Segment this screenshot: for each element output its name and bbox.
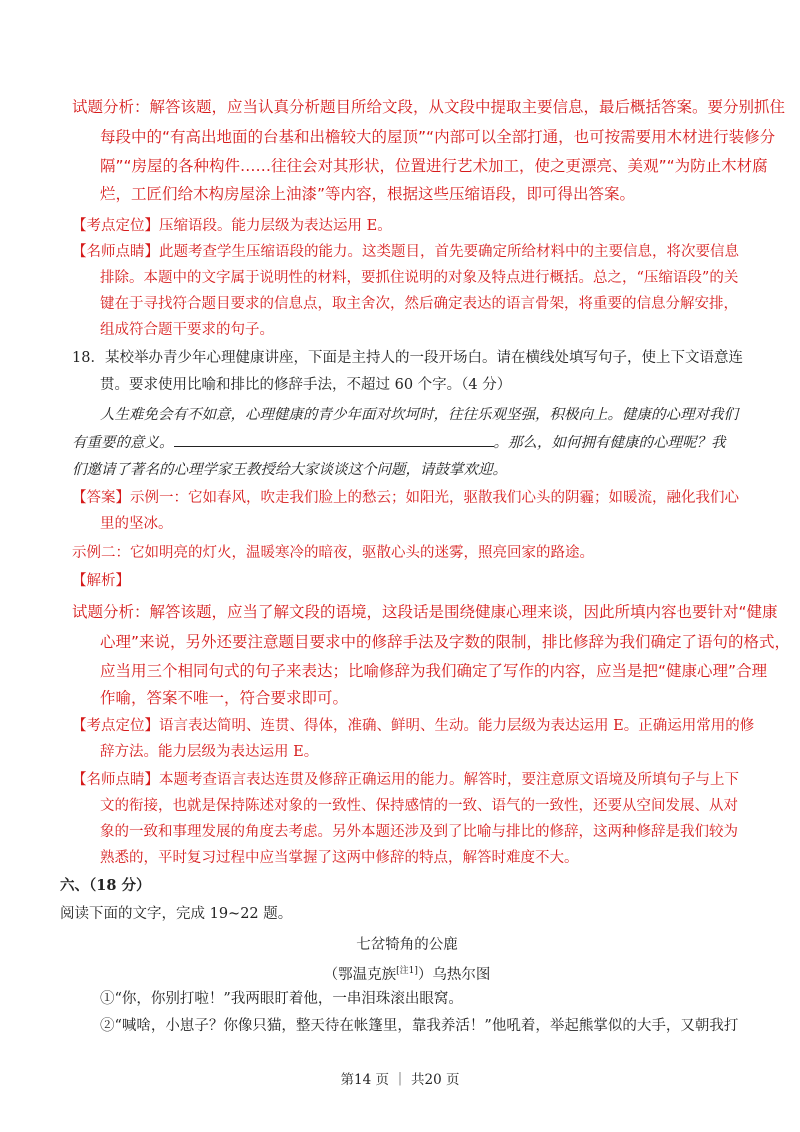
article-paragraph-2: ②“喊啥，小崽子？你像只猫，整天待在帐篷里，靠我养活！”他吼着，举起熊掌似的大手，又朝我打 (100, 1018, 739, 1034)
passage-text: 有重要的意义。 (72, 435, 174, 451)
answer-18-line: 里的坚冰。 (100, 516, 173, 532)
passage-line: 人生难免会有不如意，心理健康的青少年面对坎坷时，往往乐观坚强，积极向上。健康的心理对我们 (100, 407, 738, 423)
passage-text: 。那么，如何拥有健康的心理呢？我 (493, 435, 726, 451)
author-note: [注1] (396, 966, 418, 976)
answer-blank (174, 432, 494, 447)
mingshi-18-line: 文的衔接，也就是保持陈述对象的一致性、保持感情的一致、语气的一致性，还要从空间发展、从对 (100, 798, 738, 814)
page-footer: 第14 页 ｜ 共20 页 (340, 1072, 460, 1088)
analysis-line: 试题分析：解答该题，应当认真分析题目所给文段，从文段中提取主要信息，最后概括答案。要分别抓住 (72, 98, 786, 116)
mingshi-17-line: 组成符合题干要求的句子。 (100, 322, 274, 338)
analysis-18-line: 试题分析：解答该题，应当了解文段的语境，这段话是围绕健康心理来谈，因此所填内容也要针对“健康 (72, 603, 778, 621)
analysis-line: 隔”“房屋的各种构件……往往会对其形状，位置进行艺术加工，使之更漂亮、美观”“为防止木材腐 (100, 157, 768, 175)
passage-line-with-blank (72, 432, 742, 453)
analysis-block-17 (72, 97, 786, 117)
analysis-18-line: 作喻，答案不唯一，符合要求即可。 (100, 689, 349, 707)
answer-18-line: 【答案】示例一：它如春风，吹走我们脸上的愁云；如阳光，驱散我们心头的阴霾；如暖流，融化我们心 (72, 490, 739, 506)
author-text: ）乌热尔图 (417, 966, 491, 983)
answer-18-example2: 示例二：它如明亮的灯火，温暖寒冷的暗夜，驱散心头的迷雾，照亮回家的路途。 (72, 545, 594, 561)
question-18-stem: 贯。要求使用比喻和排比的修辞手法，不超过 60 个字。（4 分） (100, 377, 512, 393)
mingshi-18-line: 【名师点睛】本题考查语言表达连贯及修辞正确运用的能力。解答时，要注意原文语境及所填句子与上下 (72, 772, 739, 788)
mingshi-17-line: 键在于寻找符合题目要求的信息点，取主舍次，然后确定表达的语言骨架，将重要的信息分解安排， (100, 296, 738, 312)
section-6-instruction: 阅读下面的文字，完成 19~22 题。 (60, 906, 293, 922)
mingshi-17-line: 排除。本题中的文字属于说明性的材料，要抓住说明的对象及特点进行概括。总之，“压缩语段”的关 (100, 270, 739, 286)
analysis-18-line: 应当用三个相同句式的句子来表达；比喻修辞为我们确定了写作的内容，应当是把“健康心理”合理 (100, 662, 768, 680)
author-text: （鄂温克族 (323, 966, 397, 983)
kaodian-18-line: 辞方法。能力层级为表达运用 E。 (100, 744, 319, 760)
analysis-line: 每段中的“有高出地面的台基和出檐较大的屋顶”“内部可以全部打通，也可按需要用木材进行装修分 (100, 128, 776, 146)
analysis-line: 烂，工匠们给木构房屋涂上油漆”等内容，根据这些压缩语段，即可得出答案。 (100, 185, 636, 203)
kaodian-18-line: 【考点定位】语言表达简明、连贯、得体，准确、鲜明、生动。能力层级为表达运用 E。正确运用常用的修 (72, 718, 755, 734)
analysis-18-line: 心理”来说，另外还要注意题目要求中的修辞手法及字数的限制，排比修辞为我们确定了语句的格式， (100, 633, 791, 651)
passage-line: 们邀请了著名的心理学家王教授给大家谈谈这个问题，请鼓掌欢迎。 (72, 462, 507, 478)
section-6-heading: 六、（18 分） (60, 877, 151, 894)
article-author (72, 961, 742, 985)
kaodian-17: 【考点定位】压缩语段。能力层级为表达运用 E。 (72, 218, 392, 234)
mingshi-17-line: 【名师点睛】此题考查学生压缩语段的能力。这类题目，首先要确定所给材料中的主要信息，将次要信息 (72, 244, 739, 260)
article-title: 七岔犄角的公鹿 (356, 937, 458, 953)
mingshi-18-line: 象的一致和事理发展的角度去考虑。另外本题还涉及到了比喻与排比的修辞，这两种修辞是我们较为 (100, 824, 738, 840)
jiexi-label: 【解析】 (72, 573, 130, 589)
mingshi-18-line: 熟悉的，平时复习过程中应当掌握了这两中修辞的特点，解答时难度不大。 (100, 850, 579, 866)
article-paragraph-1: ①“你，你别打啦！”我两眼盯着他，一串泪珠滚出眼窝。 (100, 991, 463, 1007)
question-18-stem: 18．某校举办青少年心理健康讲座，下面是主持人的一段开场白。请在横线处填写句子，使上下文语意连 (72, 350, 743, 366)
